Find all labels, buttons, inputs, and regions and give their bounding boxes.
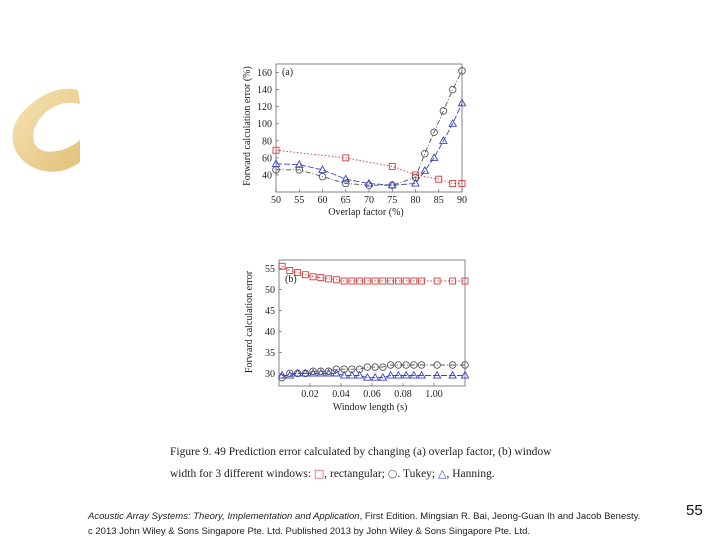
- y-tick-label: 80: [262, 136, 272, 148]
- x-tick-label: 70: [364, 195, 374, 206]
- legend-triangle-icon: △: [438, 467, 447, 480]
- point-Hanning: [410, 372, 417, 378]
- point-Hanning: [403, 372, 410, 378]
- x-tick-label: 55: [294, 195, 305, 206]
- x-tick-label: 75: [387, 195, 398, 206]
- y-axis-label-a: Forward calculation error (%): [242, 66, 253, 186]
- point-rectangular: [287, 268, 293, 274]
- caption-line-1: Figure 9. 49 Prediction error calculated by changing (a) overlap factor, (b) window: [170, 446, 552, 458]
- caption-prefix: width for 3 different windows:: [170, 468, 311, 480]
- point-Hanning: [449, 372, 456, 378]
- x-tick-label: 0.04: [332, 389, 350, 400]
- series-line-rectangular: [282, 266, 465, 281]
- x-tick-label: 0.06: [363, 389, 381, 400]
- y-tick-label: 120: [257, 102, 272, 114]
- panel-label-a: (a): [282, 67, 294, 78]
- y-tick-label: 160: [257, 68, 272, 80]
- figure-caption: [170, 441, 590, 485]
- point-Hanning: [372, 374, 379, 380]
- legend-circle-icon: ○: [387, 467, 398, 480]
- point-Hanning: [434, 372, 441, 378]
- x-axis-label-b: Window length (s): [332, 402, 408, 413]
- y-tick-label: 50: [265, 284, 275, 296]
- x-tick-label: 85: [433, 195, 444, 206]
- point-Hanning: [395, 372, 402, 378]
- copyright-line: c 2013 John Wiley & Sons Singapore Pte. Ltd. Published 2013 by John Wiley & Sons Singapore Pte. Ltd.: [88, 526, 531, 537]
- y-tick-label: 35: [265, 347, 275, 359]
- legend-tukey-label: . Tukey;: [397, 468, 436, 480]
- x-tick-label: 0.02: [301, 389, 319, 400]
- legend-rect-label: , rectangular;: [324, 468, 385, 480]
- legend-square-icon: □: [313, 467, 325, 480]
- y-tick-label: 100: [257, 119, 272, 131]
- x-axis-label-a: Overlap factor (%): [328, 207, 404, 218]
- y-tick-label: 55: [265, 263, 275, 275]
- y-tick-label: 140: [257, 85, 272, 97]
- caption-line-2: [170, 463, 590, 485]
- x-tick-label: 50: [271, 195, 281, 206]
- x-tick-label: 60: [317, 195, 328, 206]
- point-Hanning: [387, 372, 394, 378]
- x-tick-label: 65: [340, 195, 351, 206]
- book-title: Acoustic Array Systems: Theory, Implementation and Application: [88, 511, 360, 522]
- y-tick-label: 40: [265, 326, 275, 338]
- slide-footer: [88, 509, 640, 539]
- legend-hanning-label: , Hanning.: [446, 468, 495, 480]
- x-tick-label: 1.00: [425, 389, 443, 400]
- y-axis-label-b: Forward calculation error: [244, 270, 255, 374]
- x-tick-label: 0.08: [394, 389, 412, 400]
- x-tick-label: 90: [457, 195, 467, 206]
- y-tick-label: 60: [262, 153, 272, 165]
- book-details: , First Edition. Mingsian R. Bai, Jeong-Guan Ih and Jacob Benesty.: [359, 511, 641, 522]
- y-tick-label: 45: [265, 305, 275, 317]
- y-tick-label: 30: [265, 368, 275, 380]
- panel-label-b: (b): [285, 274, 297, 285]
- page-number: 55: [686, 502, 703, 519]
- y-tick-label: 40: [262, 170, 272, 182]
- x-tick-label: 80: [410, 195, 421, 206]
- point-Hanning: [418, 372, 425, 378]
